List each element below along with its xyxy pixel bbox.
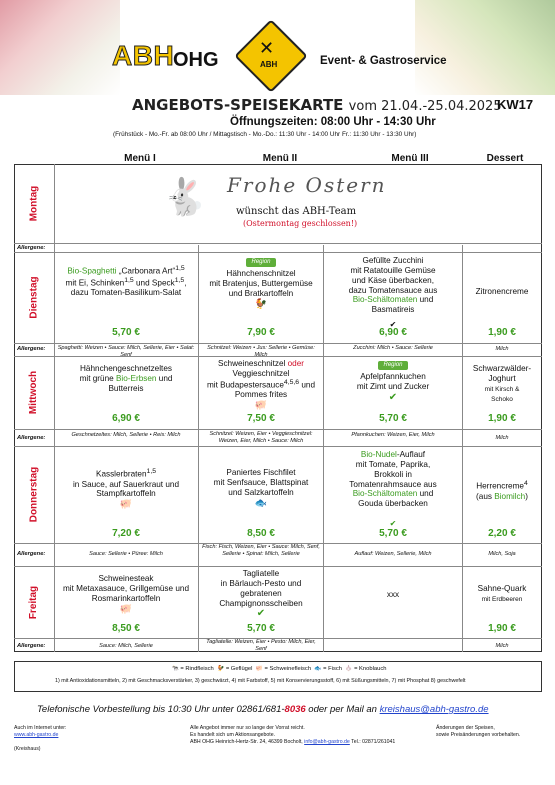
- cutlery-icon: ✕: [259, 38, 275, 58]
- allergens: Schnitzel: Weizen, Eier • Veggieschnitzel: Weizen, Eier, Milch • Sauce: Milch: [209, 431, 313, 444]
- calendar-week: KW17: [497, 97, 534, 112]
- tuesday-menu-3: Gefüllte Zucchini mit Ratatouille Gemüse und Käse überbacken, dazu Tomatensauce aus Bio-Schältomaten und Basmatireis: [348, 256, 438, 315]
- allergens: Sauce: Sellerie • Püree: Milch: [89, 551, 163, 557]
- divider: [14, 243, 542, 244]
- price: 8,50 €: [112, 623, 140, 634]
- friday-menu-3: xxx: [386, 590, 400, 599]
- allergen-label: Allergene:: [17, 245, 46, 251]
- allergens: Zucchini: Milch • Sauce: Sellerie: [353, 345, 433, 351]
- divider: [14, 343, 542, 344]
- allergens: Milch, Soja: [488, 551, 516, 557]
- easter-bunny-icon: 🐇: [162, 176, 207, 217]
- brand-suffix: OHG: [173, 49, 219, 71]
- region-badge: Region: [378, 361, 407, 370]
- price: 5,70 €: [379, 413, 407, 424]
- allergens: Auflauf: Weizen, Sellerie, Milch: [354, 551, 432, 557]
- tagline: Event- & Gastroservice: [320, 55, 447, 67]
- allergens: Pfannkuchen: Weizen, Eier, Milch: [351, 432, 435, 438]
- fish-icon: 🐟: [314, 666, 322, 672]
- wednesday-menu-3: Region Apfelpfannkuchen mit Zimt und Zucker ✔: [325, 359, 461, 403]
- col-dessert: Dessert: [486, 153, 524, 164]
- allergens: Fisch: Fisch, Weizen, Eier • Sauce: Milch, Senf, Sellerie • Spinat: Milch, Sellerie: [202, 544, 320, 557]
- pork-icon: 🐖: [119, 603, 133, 615]
- beef-icon: 🐄: [171, 666, 179, 672]
- meat-legend: 🐄 = Rindfleisch 🐓 = Geflügel 🐖 = Schweinefleisch 🐟 = Fisch 🧄 = Knoblauch: [171, 666, 387, 672]
- divider: [14, 446, 542, 447]
- price: 8,50 €: [247, 528, 275, 539]
- wednesday-menu-2: Schweineschnitzel oder Veggieschnitzel mit Budapestersauce$^{4,5,6}$ und Pommes frites 🐖: [200, 359, 322, 411]
- allergens: Spaghetti: Weizen • Sauce: Milch, Sellerie, Eier • Salat: Senf: [57, 345, 195, 358]
- info-email-link[interactable]: info@abh-gastro.de: [304, 739, 350, 746]
- allergens: Milch: [495, 435, 509, 441]
- vegetarian-icon: ✔: [389, 320, 397, 329]
- tuesday-menu-2: Region Hähnchenschnitzel mit Bratenjus, Buttergemüse und Bratkartoffeln 🐓: [200, 256, 322, 310]
- col-menu-2: Menü II: [262, 153, 298, 164]
- price: 5,70 €: [247, 623, 275, 634]
- team-greeting: wünscht das ABH-Team: [236, 206, 357, 217]
- price: 7,90 €: [247, 327, 275, 338]
- allergen-label: Allergene:: [17, 551, 46, 557]
- easter-greeting: Frohe Ostern: [227, 173, 387, 197]
- divider: [54, 164, 55, 652]
- divider: [14, 252, 542, 253]
- wednesday-dessert: Schwarzwälder- Joghurt mit Kirsch & Schoko: [472, 364, 532, 403]
- allergens: Schnitzel: Weizen • Jus: Sellerie • Gemüse: Milch: [207, 345, 315, 358]
- food-decoration-right: [415, 0, 555, 95]
- garlic-icon: 🧄: [345, 666, 353, 672]
- footer-middle: Alle Angebot immer nur so lange der Vorrat reicht. Es handelt sich um Aktionsangebote. ABH OHG Heinrich-Hertz-Str. 24, 46399 Bocholt, info@abh-gastro.de Tel.: 02871/261041: [190, 725, 396, 746]
- thursday-menu-2: Paniertes Fischfilet mit Senfsauce, Blattspinat und Salzkartoffeln 🐟: [200, 468, 322, 509]
- col-menu-3: Menü III: [391, 153, 429, 164]
- friday-menu-1: Schweinesteak mit Metaxasauce, Grillgemüse und Rosmarinkartoffeln 🐖: [56, 574, 196, 615]
- pork-icon: 🐖: [254, 400, 268, 412]
- vegetarian-icon: ✔: [388, 391, 398, 403]
- allergen-label: Allergene:: [17, 643, 46, 649]
- allergens: Sauce: Milch, Sellerie: [99, 643, 153, 649]
- additives-legend: 1) mit Antioxidationsmitteln, 2) mit Geschmacksverstärker, 3) geschwärzt, 4) mit Farbstoff, 5) mit Konservierungsstoff, 6) mit Süßungsmitteln, 7) mit Phosphat 8) geschwefelt: [55, 678, 466, 684]
- allergen-label: Allergene:: [17, 346, 46, 352]
- friday-dessert: Sahne-Quark mit Erdbeeren: [477, 584, 527, 603]
- opening-hours: Öffnungszeiten: 08:00 Uhr - 14:30 Uhr: [230, 116, 436, 128]
- vegetarian-icon: ✔: [389, 519, 397, 528]
- price: 5,70 €: [112, 327, 140, 338]
- friday-menu-2: Tagliatelle in Bärlauch-Pesto und gebratenen Champignonsscheiben ✔: [200, 569, 322, 619]
- poultry-icon: 🐓: [254, 298, 268, 310]
- fish-icon: 🐟: [254, 497, 268, 509]
- date-range: vom 21.04.-25.04.2025: [348, 99, 502, 114]
- divider: [198, 245, 199, 652]
- wednesday-menu-1: Hähnchengeschnetzeltes mit grüne Bio-Erbsen und Butterreis: [79, 364, 173, 393]
- price: 6,90 €: [112, 413, 140, 424]
- col-menu-1: Menü I: [124, 153, 156, 164]
- food-decoration-left: [0, 0, 120, 95]
- tuesday-dessert: Zitronencreme: [475, 287, 529, 296]
- footer-left: Auch im Internet unter: www.abh-gastro.de (Kreishaus): [14, 725, 67, 753]
- legend-box: [14, 661, 542, 692]
- footer-right: Änderungen der Speisen, sowie Preisänderungen vorbehalten.: [436, 725, 521, 739]
- region-badge: Region: [246, 258, 275, 267]
- allergen-label: Allergene:: [17, 435, 46, 441]
- service-hours: (Frühstück - Mo.-Fr. ab 08:00 Uhr / Mittagstisch - Mo.-Do.: 11:30 Uhr - 14:00 Uhr Fr.: 11:30 Uhr - 13:30 Uhr): [113, 131, 417, 138]
- pork-icon: 🐖: [119, 499, 133, 511]
- email-link[interactable]: kreishaus@abh-gastro.de: [379, 704, 489, 715]
- allergens: Milch: [495, 346, 509, 352]
- price: 7,50 €: [247, 413, 275, 424]
- website-link[interactable]: www.abh-gastro.de: [14, 732, 59, 739]
- price: 1,90 €: [488, 327, 516, 338]
- price: 1,90 €: [488, 413, 516, 424]
- divider: [14, 566, 542, 567]
- divider: [323, 245, 324, 652]
- pork-icon: 🐖: [255, 666, 263, 672]
- page-title: ANGEBOTS-SPEISEKARTE vom 21.04.-25.04.2025: [132, 96, 502, 114]
- closed-note: (Ostermontag geschlossen!): [243, 219, 358, 228]
- tuesday-menu-1: Bio-Spaghetti „Carbonara Art“$^{1,5}$ mit Ei, Schinken$^{1,5}$ und Speck$^{1,5}$, dazu Tomaten-Basilikum-Salat: [65, 265, 187, 298]
- allergens: Tagliatelle: Weizen, Eier • Pesto: Milch, Eier, Senf: [206, 639, 316, 652]
- vegetarian-icon: ✔: [256, 608, 266, 620]
- day-wednesday: Mittwoch: [28, 370, 40, 415]
- price: 2,20 €: [488, 528, 516, 539]
- price: 7,20 €: [112, 528, 140, 539]
- poultry-icon: 🐓: [216, 666, 225, 672]
- order-info: Telefonische Vorbestellung bis 10:30 Uhr unter 02861/681-8036 oder per Mail an kreishaus@abh-gastro.de: [37, 704, 489, 715]
- thursday-menu-1: Kasslerbraten$^{1,5}$ in Sauce, auf Sauerkraut und Stampfkartoffeln 🐖: [56, 468, 196, 510]
- day-monday: Montag: [28, 185, 40, 222]
- price: 1,90 €: [488, 623, 516, 634]
- day-tuesday: Dienstag: [28, 276, 40, 319]
- price: 5,70 €: [379, 528, 407, 539]
- logo-badge-text: ABH: [260, 60, 278, 69]
- allergens: Geschnetzeltes: Milch, Sellerie • Reis: Milch: [71, 432, 181, 438]
- allergens: Milch: [495, 643, 509, 649]
- price: 6,90 €: [379, 327, 407, 338]
- thursday-dessert: Herrencreme$^4$ (aus Biomilch): [476, 480, 528, 501]
- thursday-menu-3: Bio-Nudel-Auflauf mit Tomate, Paprika, Brokkoli in Tomatenrahmsauce aus Bio-Schältomaten und Gouda überbacken: [349, 450, 437, 509]
- brand-logo: ABH: [112, 40, 175, 71]
- divider: [14, 429, 542, 430]
- day-thursday: Donnerstag: [28, 466, 40, 523]
- day-friday: Freitag: [28, 585, 40, 619]
